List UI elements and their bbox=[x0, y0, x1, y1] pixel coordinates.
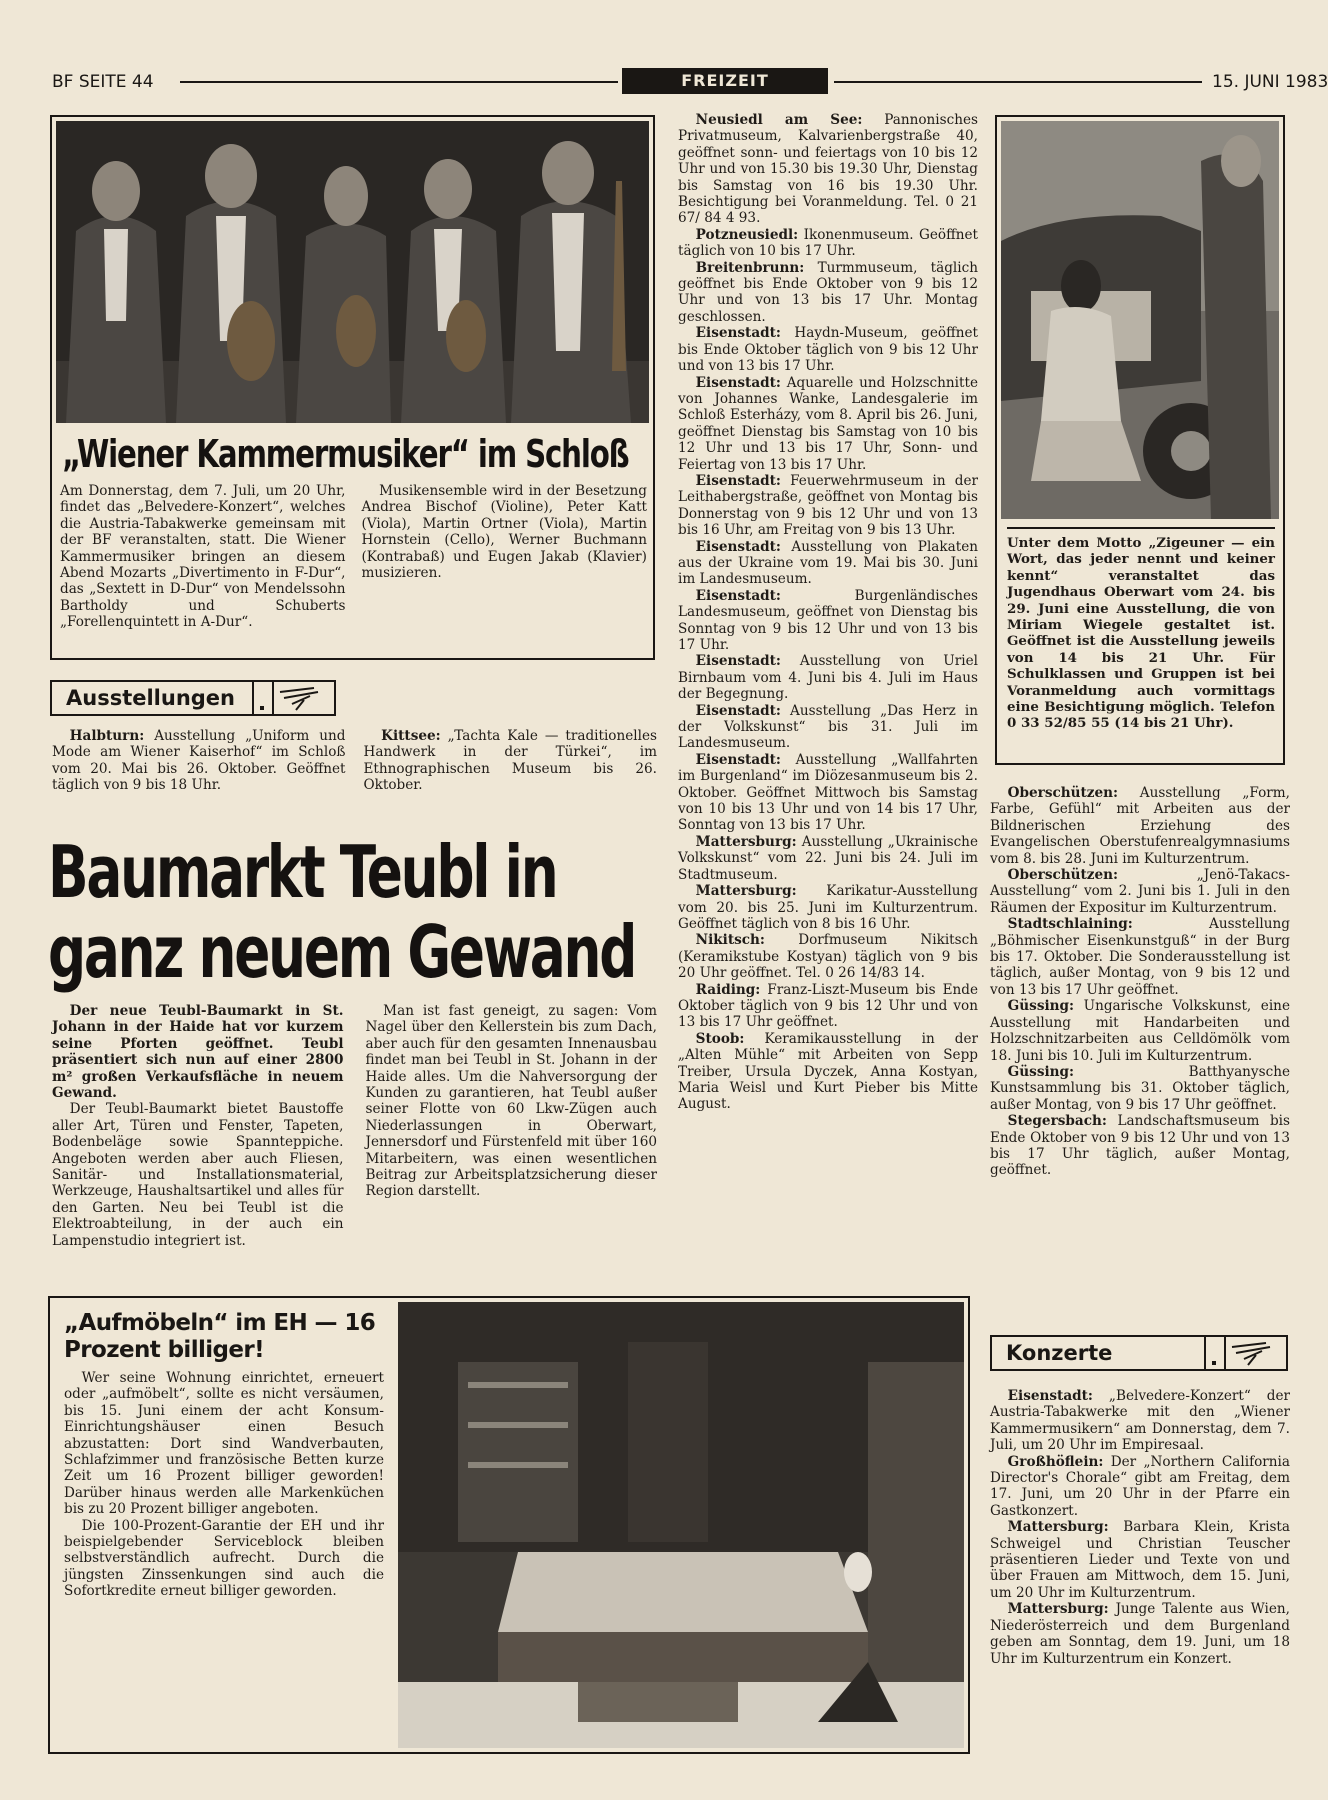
issue-date: 15. JUNI 1983 bbox=[1212, 72, 1328, 92]
eh-paragraph: Wer seine Wohnung einrichtet, erneuert oder „aufmöbelt“, sollte es nicht versäumen, bis 15. Juni einem der acht Konsum-Einrichtungshäuser einen Besuch abzustatten: Dort sind Wandverbauten, Schlafzimmer und französische Betten kurze Zeit um 16 Prozent billiger geworden! Darüber hinaus werden alle Markenküchen bis zu 20 Prozent billiger angeboten. bbox=[64, 1370, 384, 1518]
exhibit-entry: Stadtschlaining: Ausstellung „Böhmischer Eisenkunstguß“ in der Burg bis 17. Oktober. Die Sonderausstellung ist täglich, außer Montag, von 9 bis 12 und von 13 bis 17 Uhr geöffnet. bbox=[990, 916, 1290, 998]
eh-body bbox=[64, 1370, 384, 1746]
pointing-hand-icon bbox=[1226, 1337, 1286, 1369]
eh-headline-text: „Aufmöbeln“ im EH — 16 Prozent billiger! bbox=[64, 1310, 376, 1363]
bedroom-photo-svg bbox=[398, 1302, 964, 1748]
exhibit-entry: Nikitsch: Dorfmuseum Nikitsch (Keramikstube Kostyan) täglich von 9 bis 20 Uhr geöffnet. Tel. 0 26 14/83 14. bbox=[678, 932, 978, 982]
konzerte-list bbox=[990, 1388, 1290, 1788]
exhibit-entry: Kittsee: „Tachta Kale — traditionelles Handwerk in der Türkei“, im Ethnographischen Museum bis 26. Oktober. bbox=[363, 728, 657, 794]
teubl-headline-line1: Baumarkt Teubl in bbox=[48, 830, 557, 914]
concert-entry: Mattersburg: Junge Talente aus Wien, Niederösterreich und dem Burgenland geben am Sonntag, dem 19. Juni, um 18 Uhr im Kulturzentrum ein Konzert. bbox=[990, 1601, 1290, 1667]
exhibit-entry: Oberschützen: „Jenö-Takacs-Ausstellung“ vom 2. Juni bis 1. Juli in den Räumen der Expositur im Kulturzentrum. bbox=[990, 867, 1290, 916]
section-banner bbox=[622, 68, 828, 94]
kammer-paragraph: Musikensemble wird in der Besetzung Andrea Bischof (Violine), Peter Katt (Viola), Martin Ortner (Viola), Martin Hornstein (Cello), Werner Buchmann (Kontrabaß) und Eugen Jakab (Klavier) musizieren. bbox=[361, 483, 647, 582]
ensemble-photo bbox=[56, 121, 649, 423]
concert-entry: Mattersburg: Barbara Klein, Krista Schweigel und Christian Teuscher präsentieren Lieder und Texte von und über Frauen am Mittwoch, dem 15. Juni, um 20 Uhr im Kulturzentrum. bbox=[990, 1519, 1290, 1601]
teubl-headline-line2: ganz neuem Gewand bbox=[48, 910, 636, 994]
exhibit-entry: Eisenstadt: Ausstellung „Wallfahrten im Burgenland“ im Diözesanmuseum bis 2. Oktober. Geöffnet Mittwoch bis Samstag von 10 bis 13 Uhr und von 14 bis 17 Uhr, Sonntag von 13 bis 17 Uhr. bbox=[678, 751, 979, 834]
exhibit-entry: Raiding: Franz-Liszt-Museum bis Ende Oktober täglich von 9 bis 12 Uhr und von 13 bis 17 Uhr geöffnet. bbox=[678, 981, 978, 1031]
konzerte-box bbox=[1204, 1337, 1226, 1369]
zigeuner-photo-svg bbox=[1001, 121, 1279, 519]
exhibit-entry: Oberschützen: Ausstellung „Form, Farbe, Gefühl“ mit Arbeiten aus der Bildnerischen Erziehung des Evangelischen Oberstufenrealgymnasiums vom 8. bis 28. Juni im Kulturzentrum. bbox=[990, 785, 1291, 867]
exhibit-entry: Mattersburg: Ausstellung „Ukrainische Volkskunst“ vom 22. Juni bis 24. Juli im Stadtmuseum. bbox=[678, 833, 978, 883]
ausstellungen-box bbox=[252, 682, 274, 714]
kammer-paragraph: Am Donnerstag, dem 7. Juli, um 20 Uhr, findet das „Belvedere-Konzert“, welches die Austria-Tabakwerke gemeinsam mit der BF veranstalten, statt. Die Wiener Kammermusiker bringen an diesem Abend Mozarts „Divertimento in F-Dur“, das „Sextett in D-Dur“ von Mendelssohn Bartholdy und Schuberts „Forellenquintett in A-Dur“. bbox=[60, 483, 346, 631]
kammer-headline-text: „Wiener Kammermusiker“ im Schloß bbox=[62, 432, 629, 476]
header-rule-left bbox=[180, 81, 618, 83]
concert-entry: Großhöflein: Der „Northern California Director's Chorale“ gibt am Freitag, dem 17. Juni, um 20 Uhr in der Pfarre ein Gastkonzert. bbox=[990, 1453, 1291, 1519]
konzerte-header bbox=[990, 1335, 1288, 1371]
teubl-paragraph: Der Teubl-Baumarkt bietet Baustoffe aller Art, Türen und Fenster, Tapeten, Bodenbeläge sowie Spannteppiche. Angeboten werden aber auch Fliesen, Sanitär- und Installationsmaterial, Werkzeuge, Haushaltsartikel und alles für den Garten. Neu bei Teubl ist die Elektroabteilung, in der auch ein Lampenstudio integriert ist. bbox=[52, 1101, 344, 1249]
kammer-article bbox=[50, 115, 655, 660]
konzerte-label: Konzerte bbox=[1006, 1341, 1113, 1365]
exhibit-entry: Stoob: Keramikausstellung in der „Alten Mühle“ mit Arbeiten von Sepp Treiber, Ursula Dyczek, Anna Kostyan, Maria Weisl und Kurt Pieber bis Mitte August. bbox=[678, 1030, 978, 1113]
teubl-lead: Der neue Teubl-Baumarkt in St. Johann in der Haide hat vor kurzem seine Pforten geöffnet. Teubl präsentiert sich nun auf einer 2800 m² großen Verkaufsfläche in neuem Gewand. bbox=[52, 1003, 344, 1102]
exhibit-entry: Güssing: Batthyanysche Kunstsammlung bis 31. Oktober täglich, außer Montag, von 9 bis 17 Uhr geöffnet. bbox=[990, 1063, 1290, 1113]
exhibit-entry: Mattersburg: Karikatur-Ausstellung vom 20. bis 25. Juni im Kulturzentrum. Geöffnet täglich von 8 bis 16 Uhr. bbox=[678, 883, 978, 932]
kammer-body bbox=[60, 483, 647, 655]
eh-headline bbox=[64, 1310, 394, 1364]
exhibit-entry: Halbturn: Ausstellung „Uniform und Mode am Wiener Kaiserhof“ im Schloß vom 20. Mai bis 26. Oktober. Geöffnet täglich von 9 bis 18 Uhr. bbox=[52, 728, 346, 794]
teubl-paragraph: Man ist fast geneigt, zu sagen: Vom Nagel über den Kellerstein bis zum Dach, aber auch für den gesamten Innenausbau findet man bei Teubl in St. Johann in der Haide alles. Um die Nahversorgung der Kunden zu garantieren, hat Teubl außer seiner Flotte von 60 Lkw-Zügen auch Niederlassungen in Oberwart, Jennersdorf und Fürstenfeld mit über 160 Mitarbeitern, was einen wesentlichen Beitrag zur Arbeitsplatzsicherung dieser Region darstellt. bbox=[365, 1003, 657, 1200]
exhibit-entry: Eisenstadt: Haydn-Museum, geöffnet bis Ende Oktober täglich von 9 bis 12 Uhr und von 13 bis 17 Uhr. bbox=[678, 325, 978, 375]
ausstellungen-header bbox=[50, 680, 336, 716]
exhibit-entry: Potzneusiedl: Ikonenmuseum. Geöffnet täglich von 10 bis 17 Uhr. bbox=[678, 226, 978, 260]
page-header bbox=[52, 68, 1328, 98]
teubl-body bbox=[52, 1003, 657, 1278]
exhibit-entry: Eisenstadt: Aquarelle und Holzschnitte von Johannes Wanke, Landesgalerie im Schloß Esterházy, vom 8. April bis 26. Juni, geöffnet Dienstag bis Samstag von 10 bis 12 Uhr und 13 bis 17 Uhr, Sonn- und Feiertag von 13 bis 17 Uhr. bbox=[678, 374, 979, 473]
ensemble-photo-svg bbox=[56, 121, 649, 423]
zigeuner-caption bbox=[1007, 527, 1275, 767]
zigeuner-caption-text: Unter dem Motto „Zigeuner — ein Wort, das jeder nennt und keiner kennt“ veranstaltet das Jugendhaus Oberwart vom 24. bis 29. Juni eine Ausstellung, die von Miriam Wiegele gestaltet ist. Geöffnet ist die Ausstellung jeweils von 14 bis 21 Uhr. Für Schulklassen und Gruppen ist bei Voranmeldung auch vormittags eine Besichtigung möglich. Telefon 0 33 52/85 55 (14 bis 21 Uhr). bbox=[1007, 535, 1275, 732]
exhibit-entry: Eisenstadt: Ausstellung von Uriel Birnbaum vom 4. Juni bis 4. Juli im Haus der Begegnung. bbox=[678, 653, 978, 703]
ausstellungen-list bbox=[52, 728, 657, 823]
teubl-headline bbox=[48, 832, 668, 992]
eh-paragraph: Die 100-Prozent-Garantie der EH und ihr beispielgebender Serviceblock bleiben selbstverständlich aufrecht. Durch die jüngsten Zinssenkungen sind auch die Sofortkredite erneut billiger geworden. bbox=[64, 1517, 384, 1600]
bedroom-photo bbox=[398, 1302, 964, 1748]
exhibit-entry: Güssing: Ungarische Volkskunst, eine Ausstellung mit Handarbeiten und Holzschnitzarbeiten aus Celldömölk vom 18. Juni bis 10. Juli im Kulturzentrum. bbox=[990, 998, 1290, 1064]
kammer-headline bbox=[62, 429, 647, 481]
pointing-hand-icon bbox=[274, 682, 334, 714]
section-title: FREIZEIT bbox=[681, 71, 769, 90]
exhibit-entry: Breitenbrunn: Turmmuseum, täglich geöffnet bis Ende Oktober von 9 bis 12 Uhr und von 13 bis 17 Uhr. Montag geschlossen. bbox=[678, 259, 978, 325]
header-rule-right bbox=[834, 81, 1202, 83]
exhibit-entry: Eisenstadt: Burgenländisches Landesmuseum, geöffnet von Dienstag bis Sonntag von 9 bis 12 Uhr und von 13 bis 17 Uhr. bbox=[678, 587, 978, 653]
exhibit-entry: Neusiedl am See: Pannonisches Privatmuseum, Kalvarienbergstraße 40, geöffnet sonn- und feiertags von 10 bis 12 Uhr und von 15.30 bis 19.30 Uhr, Dienstag bis Samstag von 16 bis 19.30 Uhr. Besichtigung bei Voranmeldung. Tel. 0 21 67/ 84 4 93. bbox=[678, 112, 978, 227]
ausstellungen-label: Ausstellungen bbox=[66, 686, 236, 710]
eh-article bbox=[48, 1296, 970, 1754]
page-number: BF SEITE 44 bbox=[52, 72, 154, 92]
exhibit-entry: Eisenstadt: Feuerwehrmuseum in der Leithabergstraße, geöffnet von Montag bis Donnerstag von 9 bis 12 Uhr und von 13 bis 16 Uhr, am Freitag von 9 bis 13 Uhr. bbox=[678, 472, 979, 539]
exhibit-entry: Eisenstadt: Ausstellung „Das Herz in der Volkskunst“ bis 31. Juli im Landesmuseum. bbox=[678, 702, 978, 752]
exhibit-entry: Eisenstadt: Ausstellung von Plakaten aus der Ukraine vom 19. Mai bis 30. Juni im Landesmuseum. bbox=[678, 538, 978, 588]
zigeuner-box bbox=[995, 115, 1285, 765]
zigeuner-photo bbox=[1001, 121, 1279, 519]
exhibit-entry: Stegersbach: Landschaftsmuseum bis Ende Oktober von 9 bis 12 Uhr und von 13 bis 17 Uhr täglich, außer Montag, geöffnet. bbox=[990, 1113, 1291, 1179]
concert-entry: Eisenstadt: „Belvedere-Konzert“ der Austria-Tabakwerke mit den „Wiener Kammermusikern“ am Donnerstag, dem 7. Juli, um 20 Uhr im Empiresaal. bbox=[990, 1388, 1290, 1454]
right-exhibit-list bbox=[990, 785, 1290, 1310]
ausstellungen-list-middle bbox=[678, 112, 978, 1282]
